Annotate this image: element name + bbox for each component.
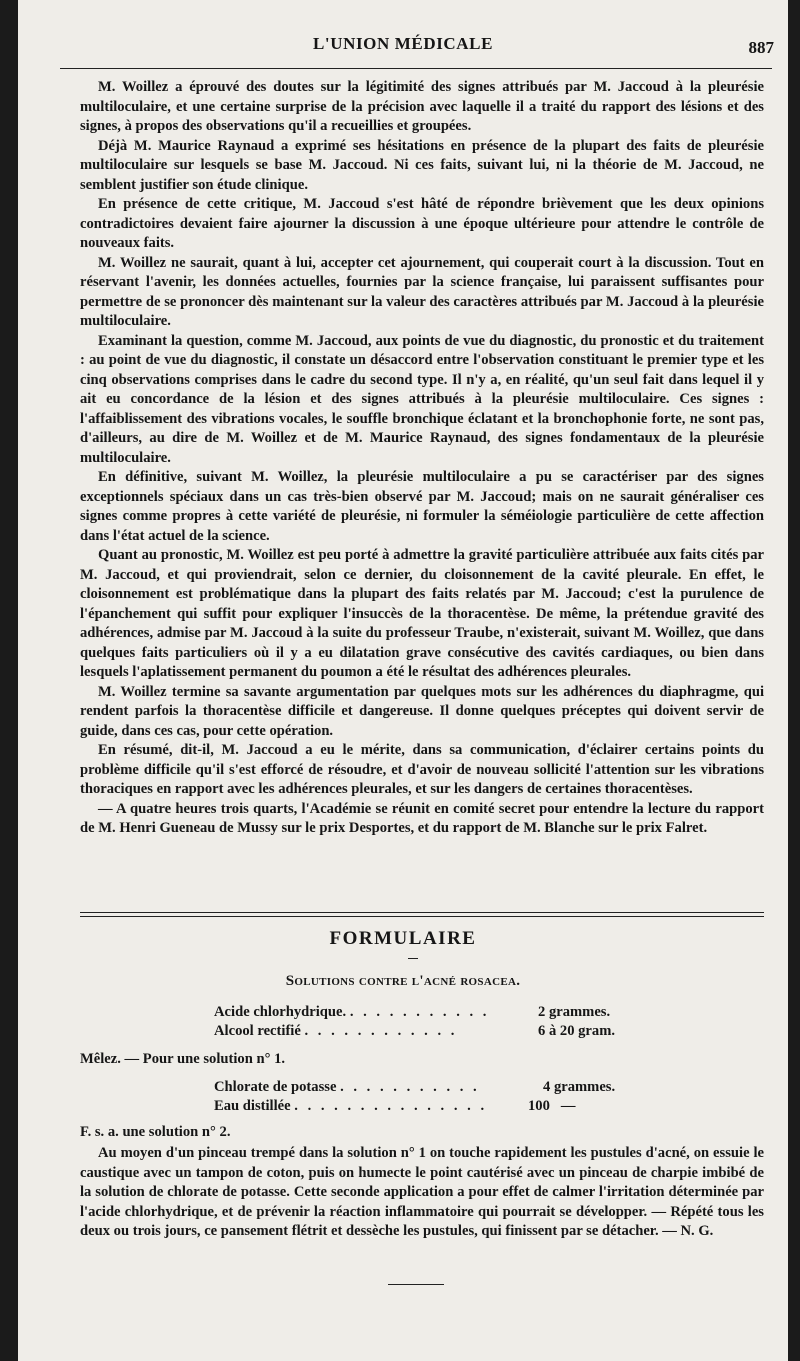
ingredient-row [214,1023,457,1040]
paragraph: Quant au pronostic, M. Woillez est peu porté à admettre la gravité particulière attribuée aux faits cités par M. Jaccoud, et qui proviendrait, selon ce dernier, du cloisonnement de la cavité pleurale. En effet, le cloisonnement est problématique dans la plupart des faits relatés par M. Jaccoud; c'est la purulence de l'épanchement qui suffit pour expliquer l'insuccès de la thoracentèse. De même, la prétendue gravité des adhérences, admise par M. Jaccoud à la suite du professeur Traube, n'existerait, suivant M. Woillez, que dans quelques faits particuliers où il y a eu dilatation grave consécutive des cavités cardiaques, ou bien dans lesquels l'aplatissement permanent du poumon a été le résultat des adhérences pleurales. [80,547,764,680]
ingredient-name: Eau distillée [214,1098,291,1114]
running-title: L'UNION MÉDICALE [312,34,494,53]
ingredient-amount: 4 grammes. [543,1079,616,1095]
ingredient-amount: 6 à 20 gram. [538,1023,616,1039]
ingredient-row [214,1098,487,1115]
ingredient-name: Acide chlorhydrique. [214,1004,347,1020]
paragraph: M. Woillez ne saurait, quant à lui, accepter cet ajournement, qui couperait court à la discussion. Tout en réservant l'avenir, les données actuelles, fournies par la science française, lui paraissent suffisantes pour permettre de se prononcer dès maintenant sur la valeur des caractères attribués par M. Jaccoud à la pleurésie multiloculaire. [80,254,764,329]
paragraph: Au moyen d'un pinceau trempé dans la solution n° 1 on touche rapidement les pustules d'acné, on essuie le caustique avec un tampon de coton, puis on humecte le point cautérisé avec un pinceau de charpie imbibé de la solution de chlorate de potasse. Cette seconde application a pour effet de calmer l'irritation déterminée par l'acide chlorhydrique, et de prévenir la réaction inflammatoire qui pourrait se développer. — Répété tous les deux ou trois jours, ce pansement flétrit et dessèche les pustules, qui finissent par se détacher. — N. G. [80,1145,764,1239]
ingredient-name: Chlorate de potasse [214,1079,337,1095]
paragraph: En présence de cette critique, M. Jaccoud s'est hâté de répondre brièvement que les deux opinions contradictoires devaient faire ajourner la discussion à une époque ultérieure pour attendre le contrôle de nouveaux faits. [80,196,764,251]
paragraph: M. Woillez termine sa savante argumentation par quelques mots sur les adhérences du diaphragme, qui rendent parfois la thoracentèse difficile et dangereuse. Il donne quelques préceptes qui doivent servir de guide, dans ces cas, pour cette opération. [80,683,764,739]
ingredient-amount: 100 — [528,1098,576,1114]
ingredient-row [214,1004,489,1021]
paragraph: Déjà M. Maurice Raynaud a exprimé ses hésitations en présence de la plupart des faits de pleurésie multiloculaire sur lesquels se base M. Jaccoud. Ni ces faits, suivant lui, ni la théorie de M. Jaccoud, ne semblent justifier son étude clinique. [80,137,764,193]
ingredient-name: Alcool rectifié [214,1023,301,1039]
ingredient-row [214,1079,480,1096]
section-title: FORMULAIRE [329,928,477,949]
paragraph: — A quatre heures trois quarts, l'Académie se réunit en comité secret pour entendre la lecture du rapport de M. Henri Gueneau de Mussy sur le prix Desportes, et du rapport de M. Blanche sur le prix Falret. [80,800,764,836]
fsa-instruction: F. s. a. une solution n° 2. [80,1124,231,1140]
title-dash [408,958,418,959]
ingredient-amount: 2 grammes. [538,1004,611,1020]
leader-dots: . . . . . . . . . . . [349,1004,490,1020]
paragraph: Examinant la question, comme M. Jaccoud, aux points de vue du diagnostic, du pronostic et du traitement : au point de vue du diagnostic, il constate un désaccord entre l'observation constituant le premier type et les cinq observations comprises dans le cadre du second type. Il n'y a, en réalité, qu'un seul fait dans lequel il y ait eu concordance de la lésion et des signes attribués à la pleurésie multiloculaire. Ces signes : l'affaiblissement des vibrations vocales, le souffle bronchique éclatant et la bronchophonie forte, ne sont pas, d'ailleurs, au dire de M. Woillez et de M. Maurice Raynaud, des signes fondamentaux de la pleurésie multiloculaire. [80,332,764,466]
document-page [18,0,788,1361]
leader-dots: . . . . . . . . . . . . [304,1023,458,1039]
section-subtitle: Solutions contre l'acné rosacea. [285,973,521,989]
usage-instructions [80,1144,764,1242]
article-body [80,78,764,839]
paragraph: En définitive, suivant M. Woillez, la pleurésie multiloculaire a pu se caractériser par des signes exceptionnels spéciaux dans un cas très-bien observé par M. Jaccoud; mais on ne saurait généraliser ces signes comme propres à cette variété de pleurésie, ni formuler la séméiologie particulière de cette affection dans l'état actuel de la science. [80,469,764,544]
leader-dots: . . . . . . . . . . . [340,1079,480,1095]
leader-dots: . . . . . . . . . . . . . . . [294,1098,488,1114]
section-divider [80,912,764,917]
page-number: 887 [748,38,774,57]
page-header [18,32,788,58]
header-rule [60,68,772,69]
paragraph: M. Woillez a éprouvé des doutes sur la légitimité des signes attribués par M. Jaccoud à la pleurésie multiloculaire, et une certaine surprise de la précision avec laquelle il a traité du rapport des lésions et des signes, à propos des observations qu'il a recueillies et groupées. [80,79,764,134]
mix-instruction: Mêlez. — Pour une solution n° 1. [80,1051,286,1067]
end-rule [388,1284,444,1285]
paragraph: En résumé, dit-il, M. Jaccoud a eu le mérite, dans sa communication, d'éclairer certains points du problème difficile qu'il s'est efforcé de résoudre, et d'avoir de nouveau sollicité l'attention sur les vibrations thoraciques en rapport avec les adhérences pleurales, et sur les dangers de certaines thoracentèses. [80,742,764,797]
